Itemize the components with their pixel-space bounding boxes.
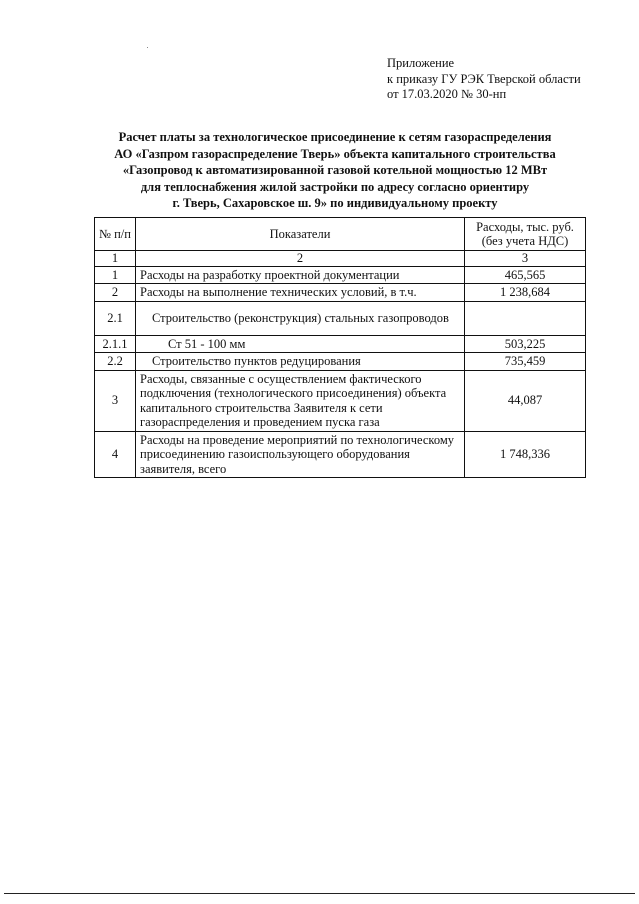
row-value: 44,087 — [465, 370, 586, 431]
row-num: 1 — [95, 266, 136, 284]
table-row — [95, 335, 586, 353]
table-row — [95, 370, 586, 431]
table-row — [95, 431, 586, 478]
row-name: Расходы на разработку проектной документации — [136, 266, 465, 284]
title-line: «Газопровод к автоматизированной газовой котельной мощностью 12 МВт — [122, 163, 548, 177]
scan-edge-line — [4, 893, 635, 894]
header-name: Показатели — [136, 218, 465, 251]
table-row — [95, 284, 586, 302]
header-value: Расходы, тыс. руб. (без учета НДС) — [465, 218, 586, 251]
row-value: 465,565 — [465, 266, 586, 284]
table-row — [95, 353, 586, 371]
document-title — [80, 129, 590, 212]
scan-speck — [147, 47, 148, 48]
row-num: 4 — [95, 431, 136, 478]
appendix-line: от 17.03.2020 № 30-нп — [387, 87, 507, 101]
table-row — [95, 266, 586, 284]
appendix-line: Приложение — [387, 56, 455, 70]
row-name: Расходы на выполнение технических условий, в т.ч. — [136, 284, 465, 302]
row-num: 2.1 — [95, 301, 136, 335]
column-number: 3 — [465, 251, 586, 267]
title-line: Расчет платы за технологическое присоединение к сетям газораспределения — [118, 130, 552, 144]
column-number: 1 — [95, 251, 136, 267]
row-num: 2.2 — [95, 353, 136, 371]
row-num: 2.1.1 — [95, 335, 136, 353]
row-num: 2 — [95, 284, 136, 302]
title-line: для теплоснабжения жилой застройки по адресу согласно ориентиру — [140, 179, 530, 194]
table-header-row — [95, 218, 586, 251]
row-name: Расходы, связанные с осуществлением фактического подключения (технологического присоединения) объекта капитального строительства Заявителя к сети газораспределения и проведением пуска газа — [136, 370, 465, 431]
row-value: 503,225 — [465, 335, 586, 353]
row-value — [465, 301, 586, 335]
cost-table — [94, 217, 586, 478]
row-value: 735,459 — [465, 353, 586, 371]
header-num: № п/п — [95, 218, 136, 251]
appendix-line: к приказу ГУ РЭК Тверской области — [387, 71, 581, 86]
title-line: г. Тверь, Сахаровское ш. 9» по индивидуальному проекту — [172, 196, 498, 210]
column-number: 2 — [136, 251, 465, 267]
table-row — [95, 301, 586, 335]
row-value: 1 238,684 — [465, 284, 586, 302]
row-name: Строительство (реконструкция) стальных газопроводов — [136, 301, 465, 335]
appendix-header — [387, 56, 581, 103]
row-name: Расходы на проведение мероприятий по технологическому присоединению газоиспользующего оборудования заявителя, всего — [136, 431, 465, 478]
row-name: Ст 51 - 100 мм — [136, 335, 465, 353]
row-name: Строительство пунктов редуцирования — [136, 353, 465, 371]
title-line: АО «Газпром газораспределение Тверь» объекта капитального строительства — [114, 146, 556, 161]
column-number-row — [95, 251, 586, 267]
row-num: 3 — [95, 370, 136, 431]
row-value: 1 748,336 — [465, 431, 586, 478]
